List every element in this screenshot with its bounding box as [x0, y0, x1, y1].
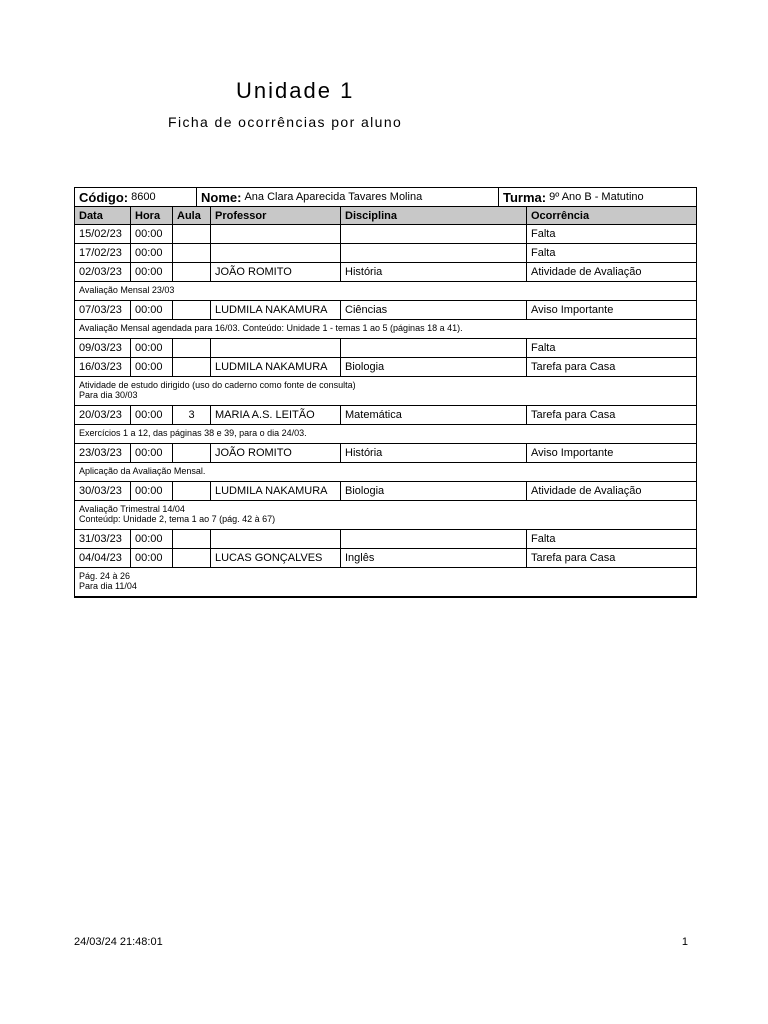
entry-teacher: [211, 225, 341, 243]
table-row: [75, 358, 696, 377]
student-header: [75, 188, 696, 207]
entry-lesson: 3: [173, 406, 211, 424]
entry-subject: [341, 244, 527, 262]
entry-date: 30/03/23: [75, 482, 131, 500]
entry-occurrence: Atividade de Avaliação: [531, 266, 642, 278]
entry-lesson: [173, 530, 211, 548]
entry-note: Atividade de estudo dirigido (uso do caderno como fonte de consulta) Para dia 30/03: [75, 377, 696, 406]
entry-occurrence: Falta: [531, 342, 556, 354]
print-timestamp: 24/03/24 21:48:01: [74, 936, 163, 948]
entry-teacher: LUCAS GONÇALVES: [211, 549, 341, 567]
entry-lesson: [173, 263, 211, 281]
entry-lesson: [173, 301, 211, 319]
occurrence-report: [74, 187, 697, 598]
entry-lesson: [173, 549, 211, 567]
entry-time: 00:00: [131, 263, 173, 281]
column-header-lesson: Aula: [173, 207, 211, 224]
table-row: [75, 244, 696, 263]
entry-occurrence: Falta: [531, 247, 556, 259]
entry-subject: História: [341, 263, 527, 281]
entry-date: 31/03/23: [75, 530, 131, 548]
code-label: Código:: [79, 189, 129, 205]
entry-subject: Matemática: [341, 406, 527, 424]
page-number: 1: [681, 936, 688, 948]
code-value: 8600: [131, 191, 156, 203]
entry-date: 20/03/23: [75, 406, 131, 424]
entries-list: [75, 225, 696, 597]
entry-date: 07/03/23: [75, 301, 131, 319]
entry-time: 00:00: [131, 549, 173, 567]
entry-teacher: JOÃO ROMITO: [211, 444, 341, 462]
column-header-teacher: Professor: [211, 207, 341, 224]
entry-lesson: [173, 225, 211, 243]
entry-note: Avaliação Mensal 23/03: [75, 282, 696, 301]
entry-teacher: LUDMILA NAKAMURA: [211, 301, 341, 319]
student-name-cell: [197, 188, 499, 206]
entry-teacher: MARIA A.S. LEITÃO: [211, 406, 341, 424]
name-value: Ana Clara Aparecida Tavares Molina: [244, 191, 423, 203]
entry-occurrence: Aviso Importante: [531, 447, 614, 459]
entry-date: 09/03/23: [75, 339, 131, 357]
entry-time: 00:00: [131, 482, 173, 500]
entry-note: Pág. 24 à 26 Para dia 11/04: [75, 568, 696, 597]
entry-time: 00:00: [131, 358, 173, 376]
table-row: [75, 339, 696, 358]
entry-teacher: LUDMILA NAKAMURA: [211, 358, 341, 376]
entry-subject: [341, 339, 527, 357]
entry-lesson: [173, 482, 211, 500]
entry-occurrence: Tarefa para Casa: [531, 552, 616, 564]
entry-subject: [341, 530, 527, 548]
entry-teacher: [211, 339, 341, 357]
page-subtitle: Ficha de ocorrências por aluno: [168, 114, 403, 130]
table-row: [75, 444, 696, 463]
table-row: [75, 530, 696, 549]
entry-occurrence: Falta: [531, 228, 556, 240]
entry-date: 02/03/23: [75, 263, 131, 281]
entry-time: 00:00: [131, 244, 173, 262]
table-row: [75, 263, 696, 282]
entry-subject: Inglês: [341, 549, 527, 567]
column-header-subject: Disciplina: [341, 207, 527, 224]
entry-occurrence: Atividade de Avaliação: [531, 485, 642, 497]
entry-teacher: LUDMILA NAKAMURA: [211, 482, 341, 500]
entry-date: 16/03/23: [75, 358, 131, 376]
entry-subject: Biologia: [341, 482, 527, 500]
entry-subject: [341, 225, 527, 243]
entry-date: 23/03/23: [75, 444, 131, 462]
entry-time: 00:00: [131, 406, 173, 424]
entry-occurrence: Aviso Importante: [531, 304, 614, 316]
entry-teacher: [211, 244, 341, 262]
entry-time: 00:00: [131, 530, 173, 548]
class-label: Turma:: [503, 189, 547, 205]
column-header-time: Hora: [131, 207, 173, 224]
entry-time: 00:00: [131, 301, 173, 319]
entry-time: 00:00: [131, 444, 173, 462]
class-value: 9º Ano B - Matutino: [549, 191, 644, 203]
entry-occurrence: Falta: [531, 533, 556, 545]
entry-date: 15/02/23: [75, 225, 131, 243]
entry-teacher: JOÃO ROMITO: [211, 263, 341, 281]
entry-subject: Biologia: [341, 358, 527, 376]
entry-note: Exercícios 1 a 12, das páginas 38 e 39, para o dia 24/03.: [75, 425, 696, 444]
entry-note: Avaliação Mensal agendada para 16/03. Conteúdo: Unidade 1 - temas 1 ao 5 (páginas 18 a 41).: [75, 320, 696, 339]
entry-note: Avaliação Trimestral 14/04 Conteúdp: Unidade 2, tema 1 ao 7 (pág. 42 à 67): [75, 501, 696, 530]
table-row: [75, 406, 696, 425]
entry-occurrence: Tarefa para Casa: [531, 361, 616, 373]
column-header-date: Data: [75, 207, 131, 224]
table-row: [75, 482, 696, 501]
entry-lesson: [173, 244, 211, 262]
entry-occurrence: Tarefa para Casa: [531, 409, 616, 421]
column-header-occurrence: Ocorrência: [531, 209, 590, 222]
student-class-cell: [499, 188, 696, 206]
entry-subject: História: [341, 444, 527, 462]
table-row: [75, 549, 696, 568]
page-title: Unidade 1: [236, 78, 355, 103]
entry-date: 17/02/23: [75, 244, 131, 262]
name-label: Nome:: [201, 189, 242, 205]
entry-date: 04/04/23: [75, 549, 131, 567]
table-row: [75, 301, 696, 320]
column-header-row: [75, 207, 696, 225]
table-row: [75, 225, 696, 244]
student-code-cell: [75, 188, 197, 206]
entry-lesson: [173, 339, 211, 357]
entry-time: 00:00: [131, 225, 173, 243]
entry-note: Aplicação da Avaliação Mensal.: [75, 463, 696, 482]
entry-lesson: [173, 358, 211, 376]
entry-subject: Ciências: [341, 301, 527, 319]
entry-teacher: [211, 530, 341, 548]
entry-time: 00:00: [131, 339, 173, 357]
entry-lesson: [173, 444, 211, 462]
